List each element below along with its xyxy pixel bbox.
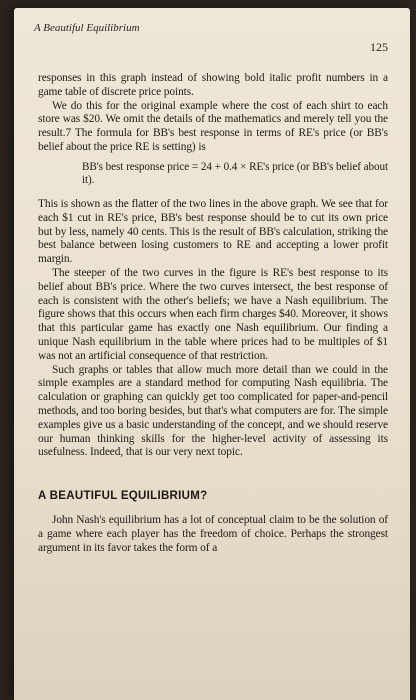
running-head: A Beautiful Equilibrium [34,22,140,34]
page-header [34,22,388,54]
paragraph-5: Such graphs or tables that allow much more detail than we could in the simple examples are a standard method for computing Nash equilibria. The calculation or graphing can quickly get too complicated for paper-and-pencil methods, and too boring besides, but that's what computers are for. The simple examples give us a basic understanding of the concept, and we should reserve our human thinking skills for the higher-level activity of assessing its usefulness. Indeed, that is our very next topic. [38,363,388,459]
paragraph-1: responses in this graph instead of showing bold italic profit numbers in a game table of discrete price points. [38,72,388,98]
section-heading: A BEAUTIFUL EQUILIBRIUM? [38,490,208,503]
paragraph-4: The steeper of the two curves in the figure is RE's best response to its belief about BB's price. Where the two curves intersect, the best response of each is consistent with the other's beliefs; we have a Nash equilibrium. The figure shows that this occurs when each firm charges $40. Moreover, it shows that this particular game has exactly one Nash equilibrium. Our finding a unique Nash equilibrium in the table where prices had to be multiples of $1 was not an artificial consequence of that restriction. [38,266,388,362]
page-number: 125 [370,40,388,54]
book-page [14,8,410,700]
paragraph-3: This is shown as the flatter of the two lines in the above graph. We see that for each $1 cut in RE's price, BB's best response should be to cut its own price but by less, namely 40 cents. This is the result of BB's calculation, striking the best balance between losing customers to RE and accepting a lower profit margin. [38,197,388,266]
paragraph-2: We do this for the original example where the cost of each shirt to each store was $20. We omit the details of the mathematics and merely tell you the result.7 The formula for BB's best response in terms of RE's price (or BB's belief about the price RE is setting) is [38,99,388,153]
page-body [38,72,388,555]
best-response-equation: BB's best response price = 24 + 0.4 × RE's price (or BB's belief about it). [82,160,388,187]
paragraph-6: John Nash's equilibrium has a lot of conceptual claim to be the solution of a game where each player has the freedom of choice. Perhaps the strongest argument in its favor takes the form of a [38,513,388,554]
